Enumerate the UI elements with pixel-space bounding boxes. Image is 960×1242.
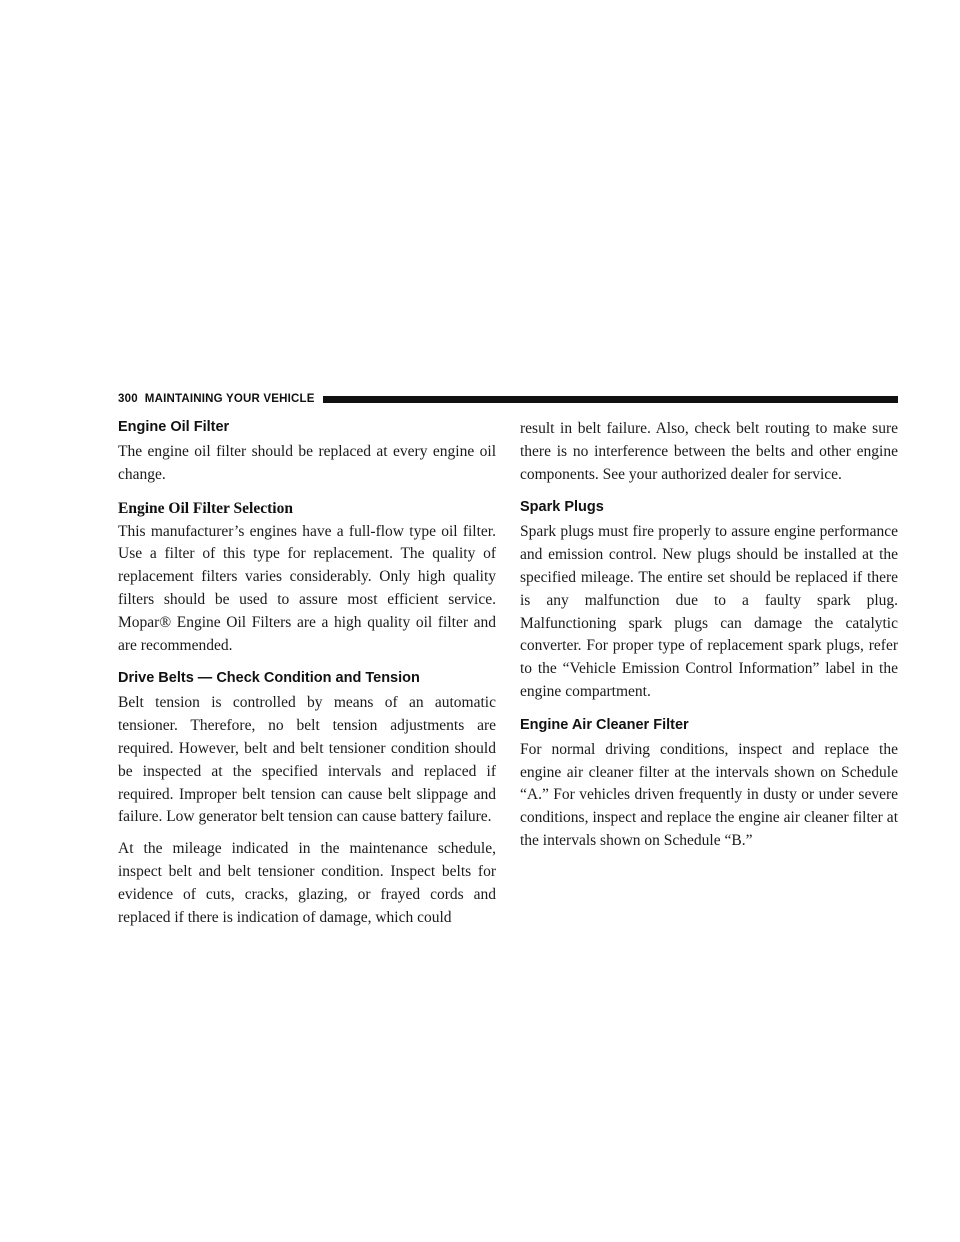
paragraph-oil-filter-selection: This manufacturer’s engines have a full-flow type oil filter. Use a filter of this type for replacement. The quality of replacement filters varies considerably. Only high quality filters should be used to assure most efficient service. Mopar® Engine Oil Filters are a high quality oil filter and are recommended.	[118, 522, 496, 654]
paragraph-drive-belts-1: Belt tension is controlled by means of an automatic tensioner. Therefore, no belt tension adjustments are required. However, belt and belt tensioner condition should be inspected at the specified intervals and replaced if required. Improper belt tension can cause belt slippage and failure. Low generator belt tension can cause battery failure.	[118, 694, 496, 826]
paragraph-air-cleaner-filter: For normal driving conditions, inspect and replace the engine air cleaner filter at the intervals shown on Schedule “A.” For vehicles driven frequently in dusty or under severe conditions, inspect and replace the engine air cleaner filter at the intervals shown on Schedule “B.”	[520, 740, 898, 849]
heading-air-cleaner-filter: Engine Air Cleaner Filter	[520, 716, 689, 733]
heading-engine-oil-filter: Engine Oil Filter	[118, 419, 230, 435]
paragraph-spark-plugs: Spark plugs must fire properly to assure engine performance and emission control. New plugs should be installed at the specified mileage. The entire set should be replaced if there is any malfunction due to a faulty spark plug. Malfunctioning spark plugs can damage the catalytic converter. For proper type of replacement spark plugs, refer to the “Vehicle Emission Control Information” label in the engine compartment.	[520, 523, 898, 700]
paragraph-drive-belts-continued: result in belt failure. Also, check belt routing to make sure there is no interference between the belts and other engine components. See your authorized dealer for service.	[520, 420, 898, 483]
heading-oil-filter-selection: Engine Oil Filter Selection	[118, 499, 293, 517]
paragraph-engine-oil-filter: The engine oil filter should be replaced at every engine oil change.	[118, 443, 496, 483]
heading-spark-plugs: Spark Plugs	[520, 499, 604, 516]
section-title: MAINTAINING YOUR VEHICLE	[144, 393, 315, 405]
right-column	[520, 418, 898, 853]
heading-drive-belts: Drive Belts — Check Condition and Tension	[118, 670, 420, 687]
header-rule	[323, 396, 898, 403]
page-number: 300	[118, 393, 138, 405]
page-header	[118, 391, 898, 407]
left-column	[118, 418, 496, 929]
paragraph-drive-belts-2: At the mileage indicated in the maintenance schedule, inspect belt and belt tensioner condition. Inspect belts for evidence of cuts, cracks, glazing, or frayed cords and replaced if there is indication of damage, which could	[118, 840, 496, 926]
